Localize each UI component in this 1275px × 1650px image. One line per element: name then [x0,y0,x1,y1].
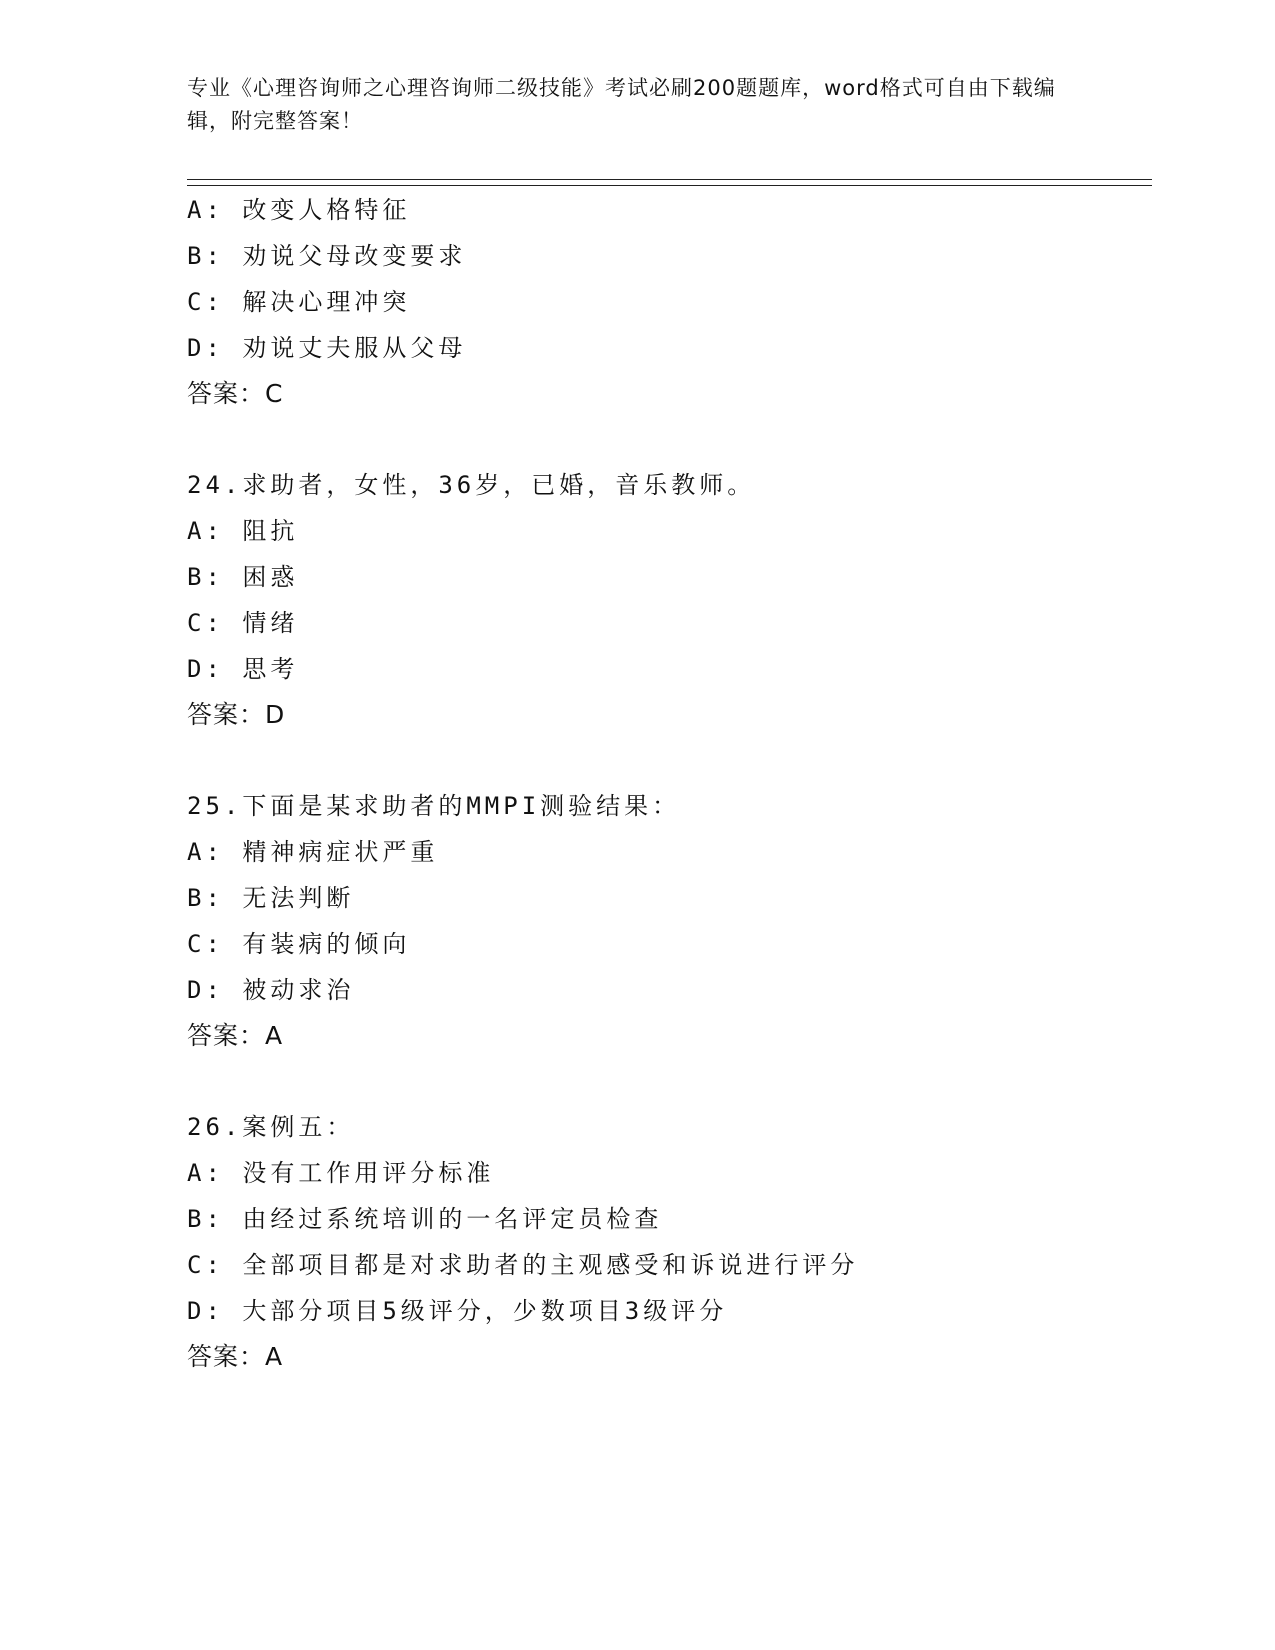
question-text: 24.求助者，女性，36岁，已婚，音乐教师。 [187,471,756,499]
option-a: A: 精神病症状严重 [187,838,439,866]
answer-line: 答案：A [187,1342,284,1371]
question-text: 26.案例五： [187,1113,355,1141]
option-a: A: 改变人格特征 [187,196,411,224]
option-b: B: 劝说父母改变要求 [187,242,467,270]
question-block-24 [187,462,1137,738]
option-b: B: 无法判断 [187,884,355,912]
question-text: 25.下面是某求助者的MMPI测验结果： [187,792,681,820]
option-c: C: 解决心理冲突 [187,288,411,316]
option-d: D: 被动求治 [187,976,355,1004]
document-intro: 专业《心理咨询师之心理咨询师二级技能》考试必刷200题题库，word格式可自由下载编辑，附完整答案！ [187,76,1056,133]
question-block-25 [187,783,1137,1059]
answer-line: 答案：C [187,379,284,408]
option-b: B: 由经过系统培训的一名评定员检查 [187,1205,663,1233]
option-b: B: 困惑 [187,563,299,591]
option-d: D: 大部分项目5级评分，少数项目3级评分 [187,1297,728,1325]
option-c: C: 有装病的倾向 [187,930,411,958]
question-block-26 [187,1104,1137,1380]
option-c: C: 全部项目都是对求助者的主观感受和诉说进行评分 [187,1251,859,1279]
option-a: A: 没有工作用评分标准 [187,1159,495,1187]
answer-line: 答案：A [187,1021,284,1050]
answer-line: 答案：D [187,700,286,729]
option-a: A: 阻抗 [187,517,299,545]
option-c: C: 情绪 [187,609,299,637]
option-d: D: 劝说丈夫服从父母 [187,334,467,362]
double-divider [187,179,1152,186]
option-d: D: 思考 [187,655,299,683]
question-block-23 [187,187,1137,417]
